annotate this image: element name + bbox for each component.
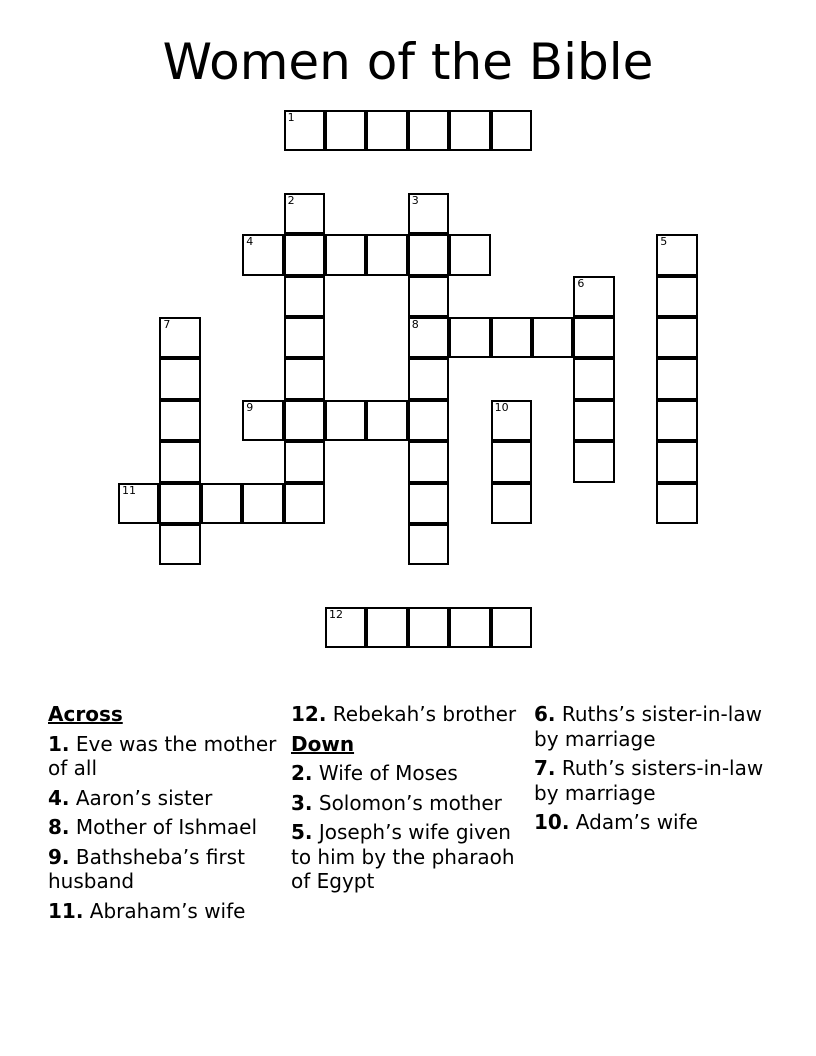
grid-cell[interactable] [284, 193, 325, 234]
cell-number: 10 [494, 400, 509, 414]
grid-cell[interactable] [201, 483, 242, 524]
clue-down-6 [534, 702, 770, 751]
clue-across-9 [48, 845, 284, 894]
grid-cell[interactable] [573, 358, 614, 399]
grid-cell[interactable] [408, 110, 449, 151]
grid-cell[interactable] [408, 317, 449, 358]
grid-cell[interactable] [366, 607, 407, 648]
page-title: Women of the Bible [162, 33, 654, 91]
grid-cell[interactable] [159, 358, 200, 399]
grid-cell[interactable] [159, 400, 200, 441]
clue-down-10 [534, 810, 770, 835]
clue-number: 7. [534, 756, 556, 780]
grid-cell[interactable] [573, 441, 614, 482]
grid-cell[interactable] [366, 400, 407, 441]
grid-cell[interactable] [325, 607, 366, 648]
clue-across-12 [291, 702, 527, 727]
clue-down-3 [291, 791, 527, 816]
grid-cell[interactable] [408, 234, 449, 275]
cell-number: 8 [411, 318, 419, 331]
cell-number: 7 [163, 318, 171, 331]
clue-down-2 [291, 761, 527, 786]
grid-cell[interactable] [573, 400, 614, 441]
grid-cell[interactable] [366, 234, 407, 275]
cell-number: 11 [122, 483, 136, 497]
cell-number: 4 [246, 235, 254, 249]
cell-number: 9 [246, 400, 254, 414]
grid-cell[interactable] [532, 317, 573, 358]
grid-cell[interactable] [408, 524, 449, 565]
grid-cell[interactable] [408, 193, 449, 234]
clues-column-3 [534, 702, 770, 840]
clue-text: Ruths’s sister-in-law by marriage [534, 702, 762, 751]
clue-number: 8. [48, 815, 70, 839]
grid-cell[interactable] [656, 358, 697, 399]
grid-cell[interactable] [284, 317, 325, 358]
clue-number: 4. [48, 785, 70, 810]
clue-text: Wife of Moses [318, 761, 458, 785]
clue-number: 10. [534, 810, 570, 834]
clue-number: 6. [534, 702, 556, 726]
grid-cell[interactable] [491, 110, 532, 151]
clue-number: 12. [291, 702, 327, 726]
grid-cell[interactable] [408, 607, 449, 648]
clue-text: Mother of Ishmael [75, 815, 257, 839]
grid-cell[interactable] [284, 110, 325, 151]
cell-number: 1 [287, 111, 295, 124]
grid-cell[interactable] [284, 400, 325, 441]
grid-cell[interactable] [366, 110, 407, 151]
clue-number: 1. [48, 731, 70, 756]
grid-cell[interactable] [284, 276, 325, 317]
clue-number: 5. [291, 820, 313, 844]
grid-cell[interactable] [284, 358, 325, 399]
cell-number: 3 [411, 193, 419, 207]
clues-column-1 [48, 702, 284, 928]
grid-cell[interactable] [284, 234, 325, 275]
clues-column-2 [291, 702, 527, 899]
clue-number: 9. [48, 844, 70, 869]
cell-number: 5 [660, 235, 668, 249]
grid-cell[interactable] [242, 234, 283, 275]
clue-text: Eve was the mother of all [48, 731, 277, 780]
grid-cell[interactable] [491, 317, 532, 358]
clue-text: Adam’s wife [575, 810, 698, 834]
grid-cell[interactable] [449, 317, 490, 358]
grid-cell[interactable] [325, 234, 366, 275]
grid-cell[interactable] [449, 607, 490, 648]
grid-cell[interactable] [242, 483, 283, 524]
grid-cell[interactable] [491, 483, 532, 524]
grid-cell[interactable] [284, 441, 325, 482]
grid-cell[interactable] [118, 483, 159, 524]
clue-across-8 [48, 815, 284, 840]
grid-cell[interactable] [408, 276, 449, 317]
grid-cell[interactable] [449, 110, 490, 151]
clue-text: Ruth’s sisters-in-law by marriage [534, 756, 764, 805]
grid-cell[interactable] [656, 317, 697, 358]
grid-cell[interactable] [159, 317, 200, 358]
clue-number: 2. [291, 761, 313, 785]
grid-cell[interactable] [491, 441, 532, 482]
grid-cell[interactable] [408, 441, 449, 482]
grid-cell[interactable] [325, 110, 366, 151]
clue-down-5 [291, 820, 527, 894]
grid-cell[interactable] [325, 400, 366, 441]
clue-text: Joseph’s wife given to him by the pharaoh of Egypt [291, 820, 515, 893]
grid-cell[interactable] [573, 276, 614, 317]
cell-number: 2 [287, 193, 295, 207]
cell-number: 12 [329, 607, 343, 621]
grid-cell[interactable] [656, 441, 697, 482]
down-heading: Down [291, 731, 355, 756]
clue-text: Solomon’s mother [318, 790, 502, 815]
grid-cell[interactable] [408, 400, 449, 441]
clue-across-11 [48, 899, 284, 924]
grid-cell[interactable] [491, 607, 532, 648]
grid-cell[interactable] [284, 483, 325, 524]
grid-cell[interactable] [656, 483, 697, 524]
grid-cell[interactable] [491, 400, 532, 441]
clue-across-4 [48, 786, 284, 811]
grid-cell[interactable] [408, 358, 449, 399]
grid-cell[interactable] [159, 524, 200, 565]
grid-cell[interactable] [656, 400, 697, 441]
clue-down-7 [534, 756, 770, 805]
grid-cell[interactable] [573, 317, 614, 358]
clue-number: 11. [48, 898, 84, 923]
clue-number: 3. [291, 790, 313, 815]
clue-text: Rebekah’s brother [332, 702, 517, 726]
grid-cell[interactable] [159, 441, 200, 482]
grid-cell[interactable] [656, 234, 697, 275]
grid-cell[interactable] [656, 276, 697, 317]
grid-cell[interactable] [242, 400, 283, 441]
clue-text: Aaron’s sister [75, 785, 213, 810]
across-heading: Across [48, 702, 123, 726]
clue-across-1 [48, 732, 284, 781]
cell-number: 6 [577, 276, 585, 290]
grid-cell[interactable] [408, 483, 449, 524]
clue-text: Abraham’s wife [89, 898, 246, 923]
clue-text: Bathsheba’s first husband [48, 844, 245, 893]
grid-cell[interactable] [449, 234, 490, 275]
grid-cell[interactable] [159, 483, 200, 524]
